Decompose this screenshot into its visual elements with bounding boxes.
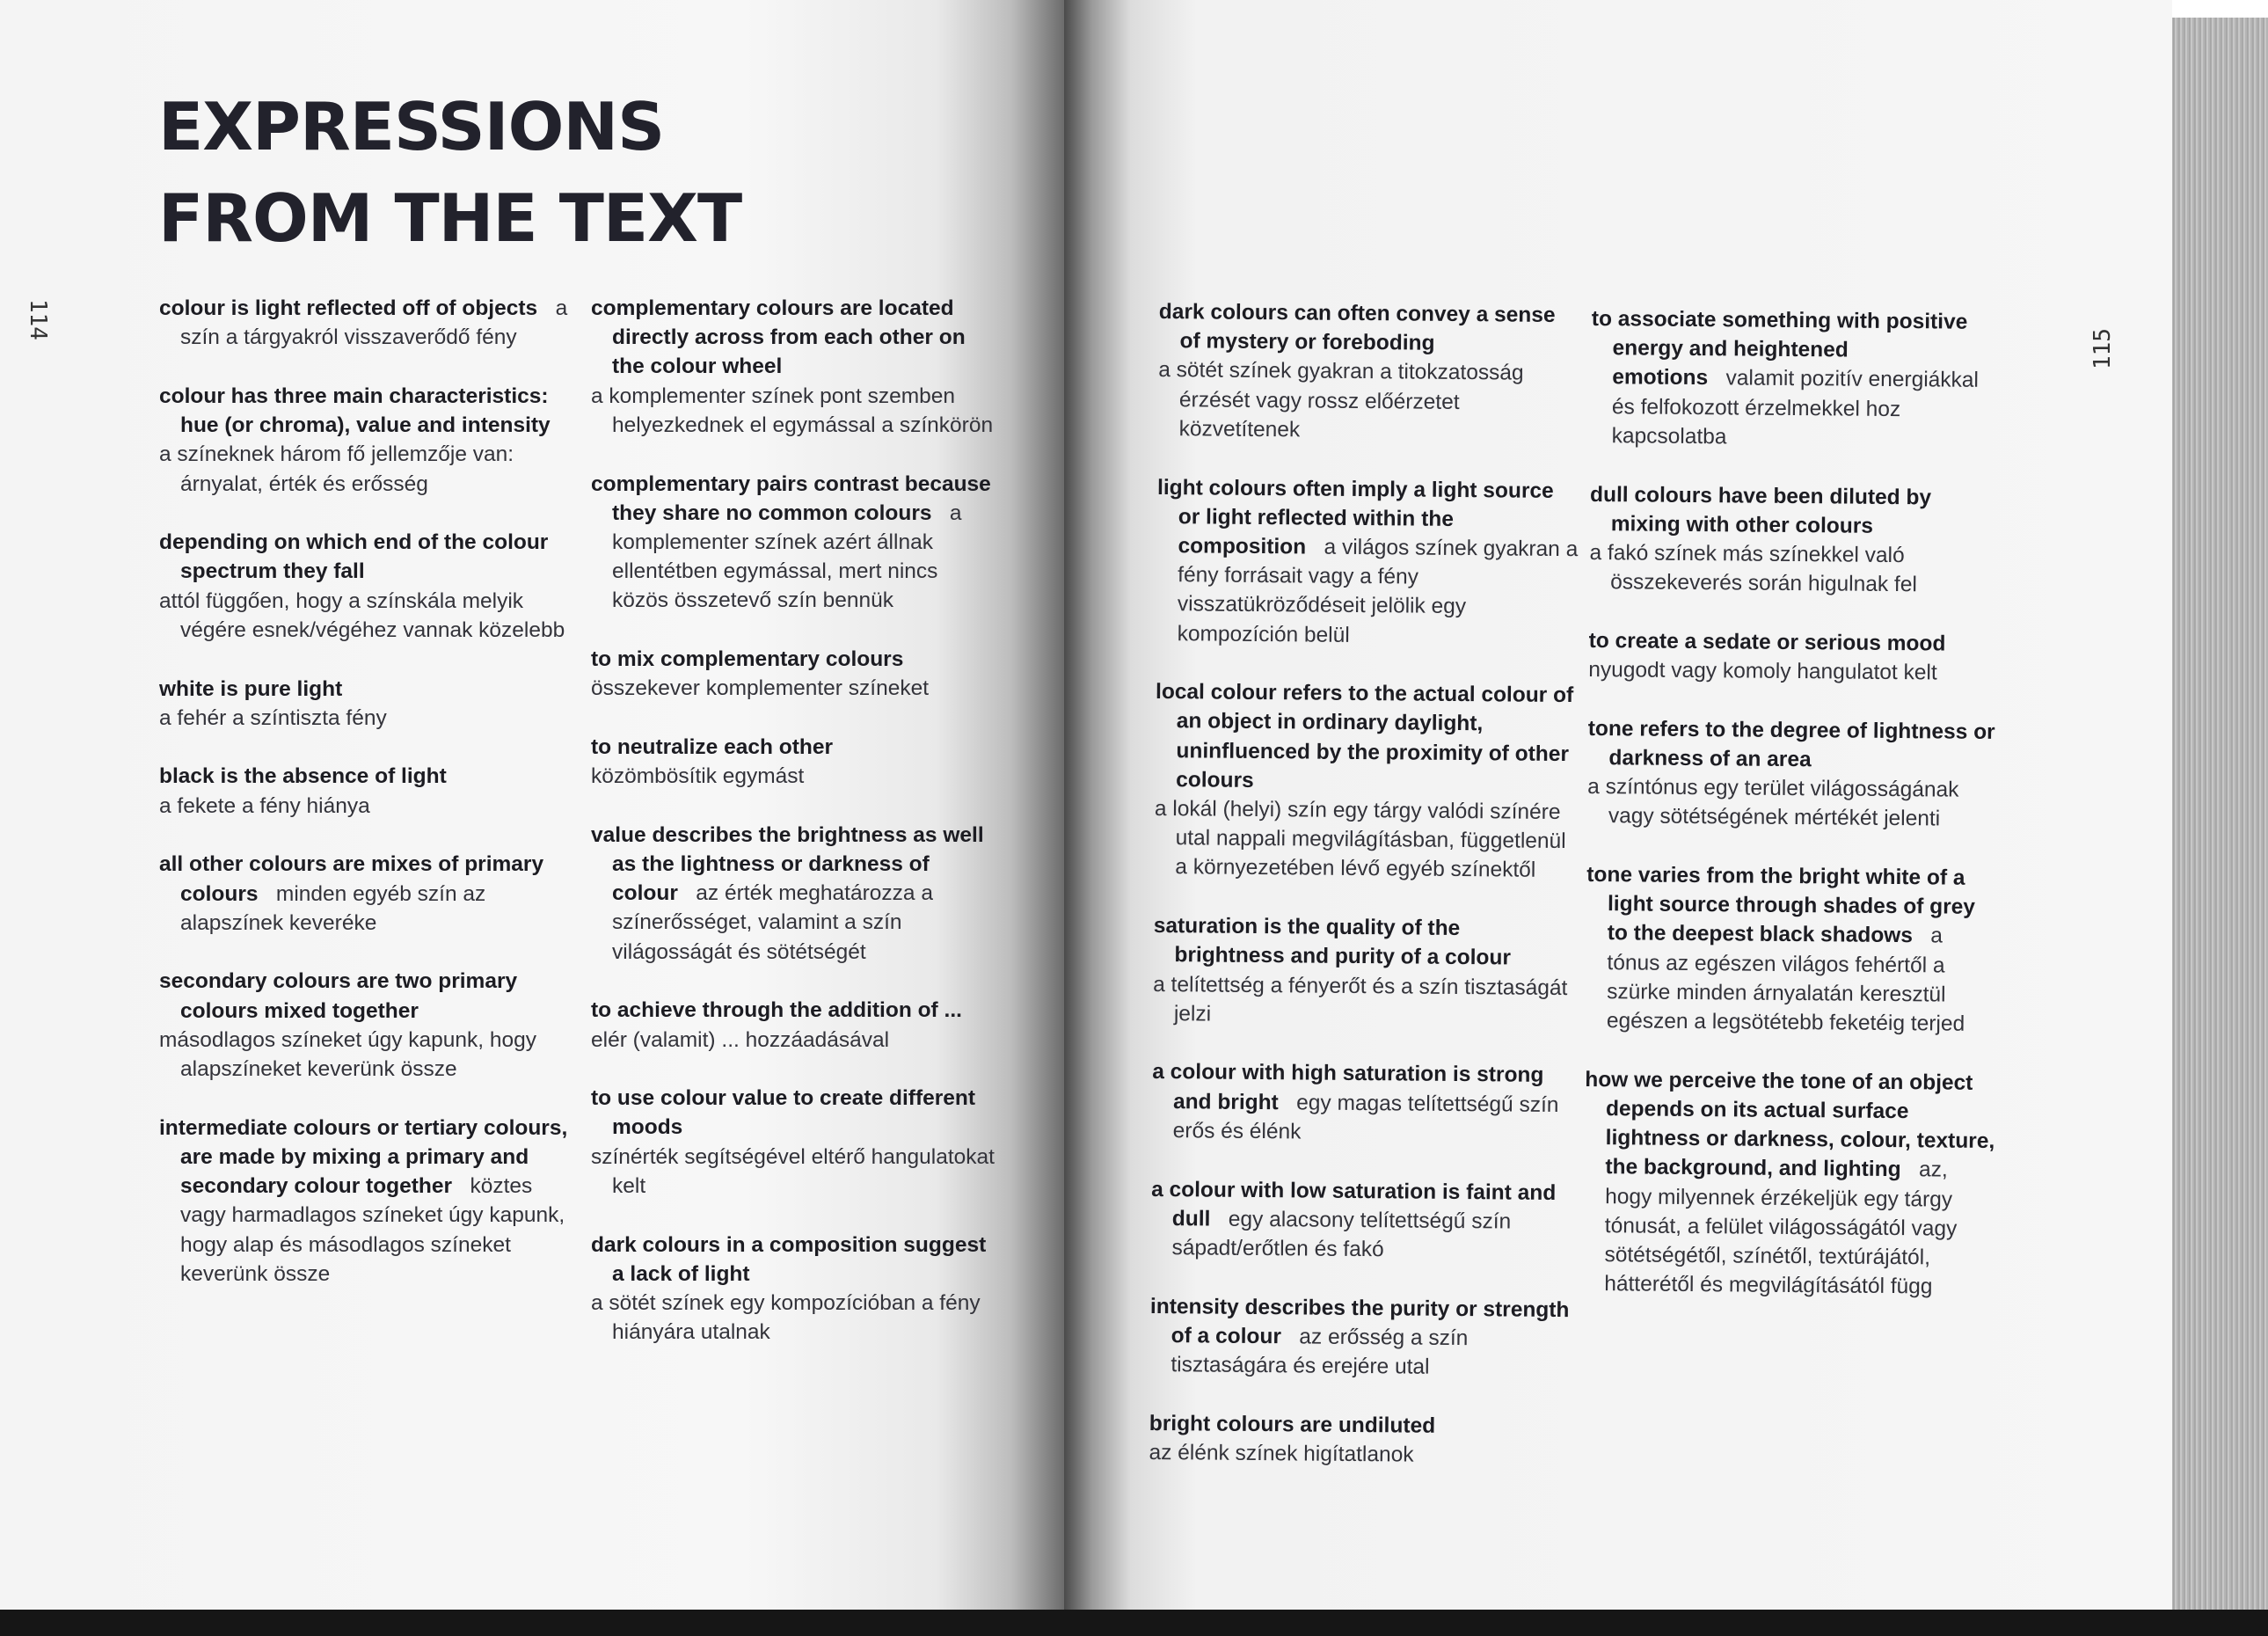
- entry-term: bright colours are undiluted: [1149, 1411, 1436, 1438]
- glossary-entry: [1152, 1057, 1575, 1149]
- glossary-column-1: [159, 294, 572, 1318]
- glossary-entry: [591, 1084, 995, 1201]
- entry-translation: a komplementer színek azért állnak ellentétben egymással, mert nincs közös összetevő szín bennük: [612, 500, 962, 613]
- page-edge-top: [2172, 0, 2268, 18]
- entry-translation: a világos színek gyakran a fény forrásait vagy a fény visszatükröződéseit jelölik egy kompozíción belül: [1177, 535, 1579, 647]
- entry-term: depending on which end of the colour spectrum they fall: [159, 530, 549, 584]
- entry-translation: a sötét színek egy kompozícióban a fény hiányára utalnak: [591, 1290, 981, 1345]
- glossary-entry: [591, 996, 995, 1054]
- glossary-entry: [1583, 1065, 1998, 1303]
- entry-term: to create a sedate or serious mood: [1588, 628, 1946, 656]
- title-line-1: EXPRESSIONS: [158, 88, 665, 165]
- entry-term: dark colours in a composition suggest a lack of light: [591, 1232, 987, 1286]
- entry-translation: minden egyéb szín az alapszínek keveréke: [180, 881, 486, 935]
- entry-translation: egy magas telítettségű szín erős és élénk: [1172, 1091, 1559, 1144]
- entry-translation: a szín a tárgyakról visszaverődő fény: [180, 296, 568, 350]
- entry-term: light colours often imply a light source or light reflected within the composition: [1156, 475, 1554, 559]
- entry-term: value describes the brightness as well as the lightness or darkness of colour: [591, 822, 984, 906]
- entry-translation: összekever komplementer színeket: [591, 676, 929, 701]
- page-title: [158, 81, 741, 264]
- glossary-entry: [1591, 304, 2005, 454]
- entry-translation: a fakó színek más színekkel való összekeverés során higulnak fel: [1589, 540, 1917, 597]
- glossary-entry: [159, 762, 572, 820]
- entry-term: to mix complementary colours: [591, 647, 904, 672]
- entry-translation: az erősség a szín tisztaságára és erejére utal: [1170, 1325, 1469, 1379]
- entry-translation: valamit pozitív energiákkal és felfokozott érzelmekkel hoz kapcsolatba: [1611, 366, 1980, 449]
- entry-translation: nyugodt vagy komoly hangulatot kelt: [1588, 658, 1937, 685]
- glossary-entry: [591, 470, 995, 616]
- entry-translation: az, hogy milyennek érzékeljük egy tárgy tónusát, a felület világosságától vagy sötétségétől, színétől, textúrájától, hátterétől és megvilágításától függ: [1604, 1158, 1958, 1299]
- entry-term: a colour with high saturation is strong and bright: [1152, 1060, 1544, 1114]
- entry-translation: színérték segítségével eltérő hangulatokat kelt: [591, 1144, 995, 1198]
- glossary-entry: [591, 1231, 995, 1348]
- entry-translation: attól függően, hogy a színskála melyik végére esnek/végéhez vannak közelebb: [159, 588, 565, 642]
- glossary-entry: [1586, 860, 2001, 1039]
- entry-translation: egy alacsony telítettségű szín sápadt/erőtlen és fakó: [1171, 1207, 1512, 1262]
- glossary-entry: [591, 294, 995, 440]
- entry-translation: köztes vagy harmadlagos színeket úgy kapunk, hogy alap és másodlagos színeket keverünk össze: [180, 1174, 565, 1286]
- entry-term: to use colour value to create different moods: [591, 1086, 976, 1140]
- glossary-entry: [159, 294, 572, 352]
- glossary-entry: [1149, 1409, 1572, 1472]
- entry-translation: a színeknek három fő jellemzője van: árnyalat, érték és erősség: [159, 442, 514, 496]
- glossary-column-2: [591, 294, 995, 1377]
- glossary-column-3: [1149, 297, 1581, 1501]
- entry-term: to achieve through the addition of ...: [591, 998, 962, 1023]
- entry-term: tone varies from the bright white of a light source through shades of grey to the deepest black shadows: [1586, 863, 1976, 948]
- entry-term: complementary pairs contrast because they share no common colours: [591, 471, 991, 525]
- entry-term: complementary colours are located directly across from each other on the colour wheel: [591, 296, 966, 379]
- entry-translation: az élénk színek higítatlanok: [1149, 1440, 1414, 1467]
- glossary-entry: [591, 733, 995, 791]
- glossary-entry: [591, 821, 995, 967]
- glossary-entry: [159, 1114, 572, 1289]
- entry-translation: a telítettség a fényerőt és a szín tisztaságát jelzi: [1153, 972, 1568, 1026]
- entry-translation: a színtónus egy terület világosságának vagy sötétségének mértékét jelenti: [1587, 775, 1959, 831]
- entry-term: saturation is the quality of the brightness and purity of a colour: [1153, 914, 1512, 970]
- entry-term: intermediate colours or tertiary colours, are made by mixing a primary and secondary colour together: [159, 1115, 568, 1199]
- entry-translation: a komplementer színek pont szemben helyezkednek el egymással a színkörön: [591, 383, 994, 437]
- entry-term: to neutralize each other: [591, 734, 834, 759]
- entry-term: how we perceive the tone of an object depends on its actual surface lightness or darkness, colour, texture, the background, and lighting: [1585, 1067, 1995, 1182]
- entry-translation: a lokál (helyi) szín egy tárgy valódi színére utal nappali megvilágításban, függetlenül a környezetében lévő egyéb színektől: [1154, 797, 1566, 883]
- glossary-entry: [1153, 911, 1576, 1032]
- entry-translation: a fekete a fény hiánya: [159, 793, 370, 818]
- glossary-entry: [159, 675, 572, 733]
- entry-term: local colour refers to the actual colour of an object in ordinary daylight, uninfluenced by the proximity of other colours: [1155, 680, 1574, 792]
- entry-translation: elér (valamit) ... hozzáadásával: [591, 1027, 890, 1052]
- entry-translation: a sötét színek gyakran a titokzatosság érzését vagy rossz előérzetet közvetítenek: [1158, 358, 1524, 442]
- glossary-entry: [1156, 473, 1580, 652]
- entry-term: tone refers to the degree of lightness or darkness of an area: [1587, 716, 1995, 772]
- entry-term: dull colours have been diluted by mixing with other colours: [1589, 482, 1932, 538]
- glossary-entry: [1589, 480, 2003, 601]
- glossary-entry: [1158, 297, 1581, 447]
- entry-term: white is pure light: [159, 676, 343, 701]
- glossary-entry: [591, 645, 995, 703]
- page-number-left: 114: [25, 299, 51, 340]
- entry-term: black is the absence of light: [159, 764, 447, 789]
- glossary-entry: [159, 528, 572, 645]
- entry-term: all other colours are mixes of primary colours: [159, 852, 544, 906]
- entry-term: colour has three main characteristics: hue (or chroma), value and intensity: [159, 383, 551, 438]
- page-edges: [2172, 18, 2268, 1610]
- glossary-entry: [1154, 677, 1578, 886]
- glossary-entry: [159, 850, 572, 938]
- entry-term: a colour with low saturation is faint and dull: [1151, 1177, 1557, 1231]
- entry-translation: a fehér a színtiszta fény: [159, 705, 387, 730]
- entry-term: to associate something with positive energy and heightened emotions: [1591, 306, 1968, 391]
- page-number-right: 115: [2089, 328, 2116, 369]
- entry-term: secondary colours are two primary colours mixed together: [159, 969, 518, 1023]
- entry-term: dark colours can often convey a sense of mystery or foreboding: [1158, 299, 1556, 355]
- glossary-entry: [1150, 1175, 1573, 1267]
- glossary-entry: [1149, 1292, 1572, 1384]
- entry-term: intensity describes the purity or strength of a colour: [1149, 1294, 1570, 1349]
- entry-translation: a tónus az egészen világos fehértől a szürke minden árnyalatán keresztül egészen a legsötétebb feketéig terjed: [1606, 924, 1965, 1036]
- glossary-column-4: [1583, 304, 2005, 1332]
- entry-term: colour is light reflected off of objects: [159, 296, 538, 320]
- title-line-2: FROM THE TEXT: [158, 179, 742, 257]
- glossary-entry: [159, 382, 572, 499]
- glossary-entry: [1587, 714, 2002, 835]
- entry-translation: az érték meghatározza a színerősséget, valamint a szín világosságát és sötétségét: [612, 881, 933, 964]
- glossary-entry: [159, 967, 572, 1084]
- glossary-entry: [1588, 626, 2002, 689]
- entry-translation: másodlagos színeket úgy kapunk, hogy alapszíneket keverünk össze: [159, 1027, 537, 1082]
- entry-translation: közömbösítik egymást: [591, 764, 805, 789]
